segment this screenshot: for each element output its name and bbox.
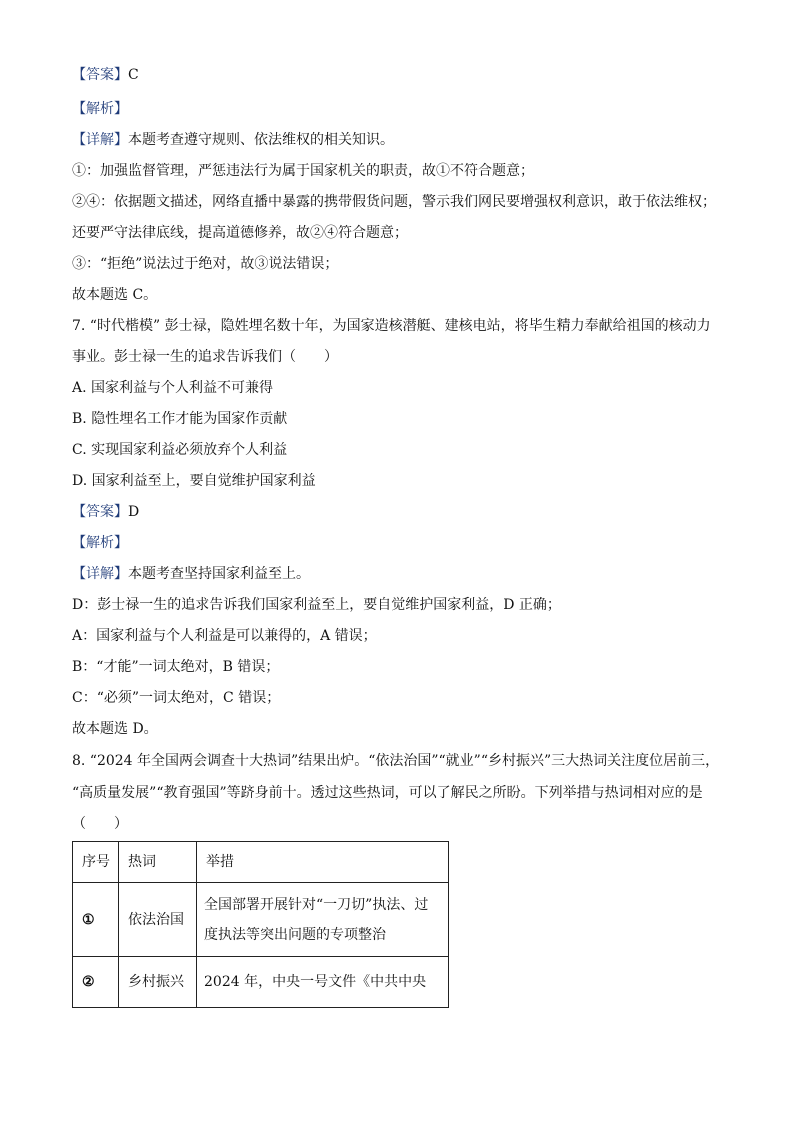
- q7-answer: [72, 502, 734, 522]
- table-row: [73, 883, 449, 957]
- q6-explanation-line: ②④：依据题文描述，网络直播中暴露的携带假货问题，警示我们网民要增强权利意识，敢于依法维权；: [72, 194, 716, 210]
- q7-explanation-line: B：“才能”一词太绝对，B 错误；: [72, 659, 280, 675]
- answer-value: D: [128, 504, 140, 520]
- table-header-cell: 序号: [73, 842, 119, 883]
- table-header-cell: 举措: [197, 842, 449, 883]
- detail-text: 本题考查坚持国家利益至上。: [128, 566, 310, 582]
- measure-line: 度执法等突出问题的专项整治: [204, 926, 386, 943]
- q6-explanation-line: 还要严守法律底线，提高道德修养，故②④符合题意；: [72, 225, 408, 241]
- q7-explanation-line: C：“必须”一词太绝对，C 错误；: [72, 690, 281, 706]
- q7-option-d: D. 国家利益至上，要自觉维护国家利益: [72, 473, 316, 489]
- q6-answer: [72, 65, 734, 85]
- q6-explanation-line: ①：加强监督管理，严惩违法行为属于国家机关的职责，故①不符合题意；: [72, 163, 534, 179]
- detail-text: 本题考查遵守规则、依法维权的相关知识。: [128, 132, 394, 148]
- answer-tag: 【答案】: [72, 67, 128, 83]
- q8-stem-line: （ ）: [72, 816, 128, 832]
- q8-stem-line: “高质量发展”“教育强国”等跻身前十。透过这些热词，可以了解民之所盼。下列举措与热词相对应的是: [72, 785, 703, 801]
- q6-analysis-tag: 【解析】: [72, 101, 128, 117]
- q6-conclusion: 故本题选 C。: [72, 287, 158, 303]
- q7-detail: [72, 564, 734, 584]
- q7-analysis-tag: 【解析】: [72, 535, 128, 551]
- q7-explanation-line: A：国家利益与个人利益是可以兼得的，A 错误；: [72, 628, 377, 644]
- q6-detail: [72, 130, 734, 150]
- row-hotword: 依法治国: [119, 883, 197, 957]
- q7-option-b: B. 隐性埋名工作才能为国家作贡献: [72, 411, 288, 427]
- row-number: ②: [73, 957, 119, 1008]
- measure-line: 全国部署开展针对“一刀切”执法、过: [204, 896, 429, 913]
- q7-explanation-line: D：彭士禄一生的追求告诉我们国家利益至上，要自觉维护国家利益，D 正确；: [72, 597, 561, 613]
- table-header-cell: 热词: [119, 842, 197, 883]
- detail-tag: 【详解】: [72, 566, 128, 582]
- row-measure: [197, 883, 449, 957]
- row-number: ①: [73, 883, 119, 957]
- hotword-table: [72, 841, 449, 1008]
- detail-tag: 【详解】: [72, 132, 128, 148]
- q7-conclusion: 故本题选 D。: [72, 721, 158, 737]
- answer-value: C: [128, 67, 139, 83]
- q6-explanation-line: ③：“拒绝”说法过于绝对，故③说法错误；: [72, 256, 339, 272]
- q7-stem-line: 事业。彭士禄一生的追求告诉我们（ ）: [72, 349, 338, 365]
- table-header-row: [73, 842, 449, 883]
- table-row: [73, 957, 449, 1008]
- q7-stem-line: 7. “时代楷模” 彭士禄，隐姓埋名数十年，为国家造核潜艇、建核电站，将毕生精力奉献给祖国的核动力: [72, 318, 711, 334]
- answer-tag: 【答案】: [72, 504, 128, 520]
- row-hotword: 乡村振兴: [119, 957, 197, 1008]
- row-measure: [197, 957, 449, 1008]
- q7-option-c: C. 实现国家利益必须放弃个人利益: [72, 442, 288, 458]
- measure-line: 2024 年，中央一号文件《中共中央: [204, 974, 427, 990]
- q7-option-a: A. 国家利益与个人利益不可兼得: [72, 380, 274, 396]
- q8-stem-line: 8. “2024 年全国两会调查十大热词”结果出炉。“依法治国”“就业”“乡村振兴”三大热词关注度位居前三，: [72, 753, 720, 769]
